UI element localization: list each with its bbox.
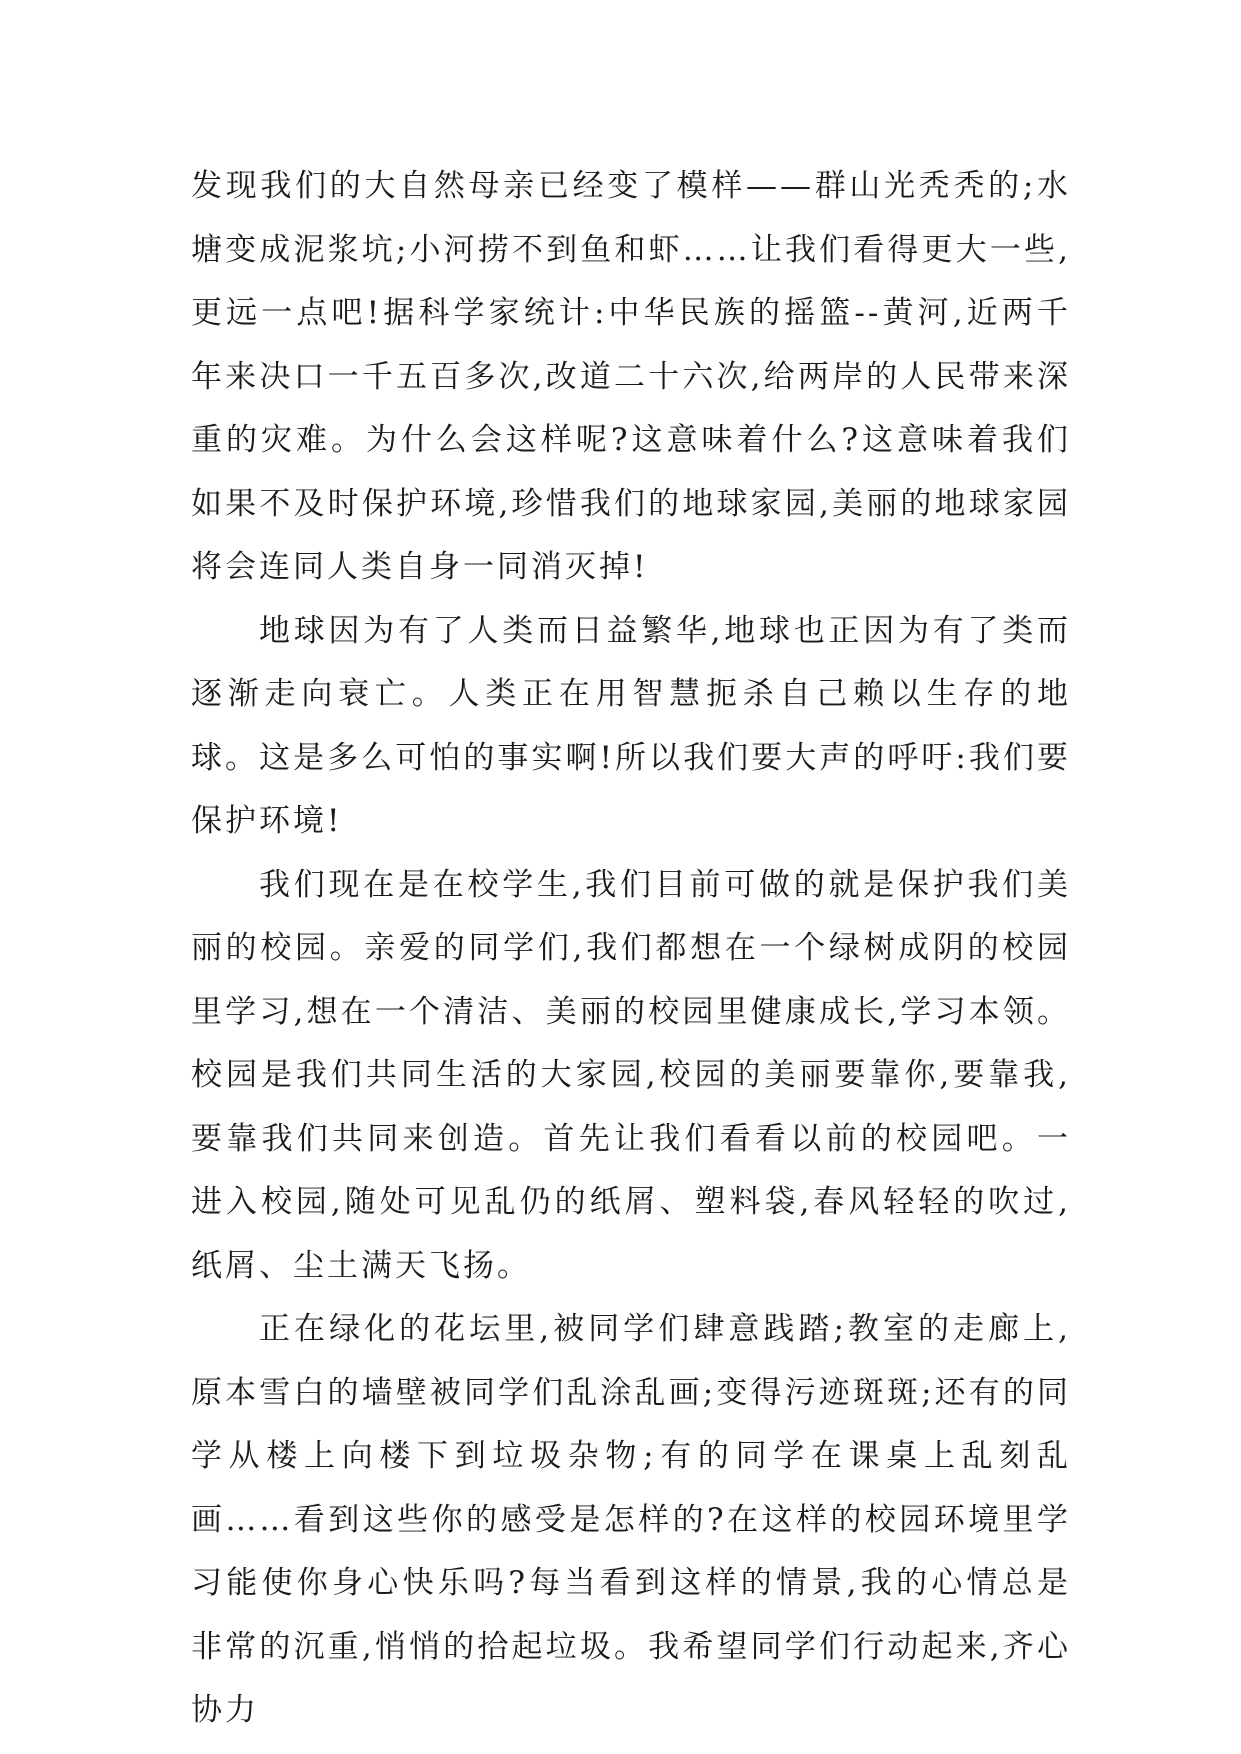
body-text <box>191 155 1071 1743</box>
paragraph-1: 发现我们的大自然母亲已经变了模样——群山光秃秃的;水塘变成泥浆坑;小河捞不到鱼和虾……让我们看得更大一些,更远一点吧!据科学家统计:中华民族的摇篮--黄河,近两千年来决口一千五百多次,改道二十六次,给两岸的人民带来深重的灾难。为什么会这样呢?这意味着什么?这意味着我们如果不及时保护环境,珍惜我们的地球家园,美丽的地球家园将会连同人类自身一同消灭掉! <box>191 168 1071 585</box>
paragraph-3: 我们现在是在校学生,我们目前可做的就是保护我们美丽的校园。亲爱的同学们,我们都想在一个绿树成阴的校园里学习,想在一个清洁、美丽的校园里健康成长,学习本领。校园是我们共同生活的大家园,校园的美丽要靠你,要靠我,要靠我们共同来创造。首先让我们看看以前的校园吧。一进入校园,随处可见乱仍的纸屑、塑料袋,春风轻轻的吹过,纸屑、尘土满天飞扬。 <box>191 866 1071 1284</box>
paragraph-4: 正在绿化的花坛里,被同学们肆意践踏;教室的走廊上,原本雪白的墙壁被同学们乱涂乱画;变得污迹斑斑;还有的同学从楼上向楼下到垃圾杂物;有的同学在课桌上乱刻乱画……看到这些你的感受是怎样的?在这样的校园环境里学习能使你身心快乐吗?每当看到这样的情景,我的心情总是非常的沉重,悄悄的拾起垃圾。我希望同学们行动起来,齐心协力 <box>191 1311 1071 1728</box>
paragraph-2: 地球因为有了人类而日益繁华,地球也正因为有了类而逐渐走向衰亡。人类正在用智慧扼杀自己赖以生存的地球。这是多么可怕的事实啊!所以我们要大声的呼吁:我们要保护环境! <box>191 612 1071 839</box>
